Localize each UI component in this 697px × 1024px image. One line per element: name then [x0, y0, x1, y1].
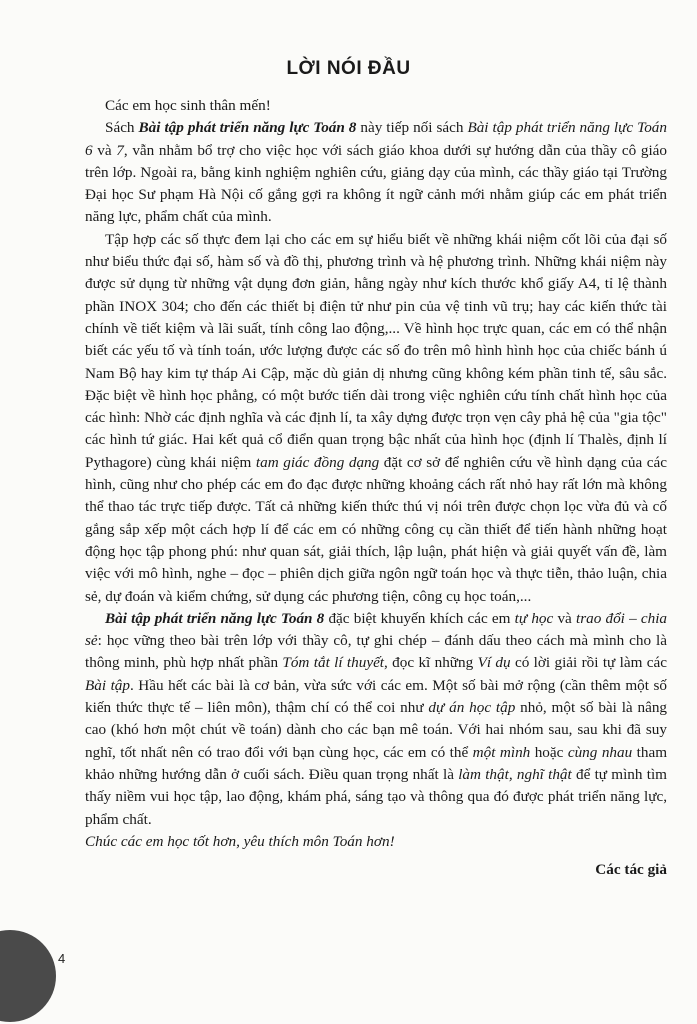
paragraph-3: [85, 608, 667, 831]
p3-italic-8: cùng nhau: [567, 743, 633, 761]
greeting-paragraph: [85, 95, 667, 117]
p3-italic-5: Bài tập: [85, 676, 130, 694]
p3-text-9: tham khảo những hướng dẫn ở cuối sách. Điều quan trọng nhất là: [85, 743, 668, 783]
p3-text-1: đặc biệt khuyến khích các em: [324, 609, 515, 627]
p3-italic-7: một mình: [472, 743, 531, 761]
p3-italic-9: làm thật, nghĩ thật: [458, 765, 572, 783]
p3-text-7: nhỏ, một số bài là nâng cao (khó hơn một chút về toán) dành cho các bạn mê toán. Với hai nhóm sau, sau khi đã suy nghĩ, tốt nhất nên có trao đổi với bạn cùng học, các em có thể: [85, 699, 668, 761]
p3-italic-4: Ví dụ: [477, 654, 511, 672]
greeting-text: Các em học sinh thân mến!: [105, 97, 271, 114]
book-title-emphasis: Bài tập phát triển năng lực Toán 8: [138, 119, 357, 137]
corner-circle-icon: [0, 928, 56, 1024]
p3-text-4: , đọc kĩ những: [384, 654, 478, 672]
paragraph-2: [85, 229, 667, 608]
p3-italic-3: Tóm tắt lí thuyết: [282, 654, 385, 672]
p1-text-3: và: [92, 141, 117, 159]
p3-text-5: có lời giải rồi tự làm các: [510, 654, 667, 672]
preface-body: [85, 95, 667, 881]
p3-italic-2: trao đổi – chia sẻ: [85, 609, 668, 650]
p3-text-6: . Hầu hết các bài là cơ bản, vừa sức với các em. Một số bài mở rộng (cần thêm một số kiến thức thực tế – liên môn), thậm chí có thể coi như: [85, 676, 667, 717]
p2-text-2: đặt cơ sở để nghiên cứu về hình dạng của các hình, cũng như cho phép các em đo đạc được những khoảng cách rất nhỏ hay rất lớn mà không thể thao tác trực tiếp được. Tất cả những kiến thức thú vị nói trên được chọn lọc vừa đủ và cố gắng sắp xếp một cách hợp lí để các em có những công cụ cần thiết để tiến hành những hoạt động học tập phong phú: như quan sát, giải thích, lập luận, phát hiện và giải quyết vấn đề, làm việc với mô hình, nghe – đọc – phiên dịch giữa ngôn ngữ toán học và thực tiễn, thảo luận, chia sẻ, dự đoán và kiểm chứng, sử dụng các phương tiện, công cụ học toán,...: [85, 453, 667, 605]
p2-italic-1: tam giác đồng dạng: [255, 453, 380, 471]
p1-text-1: Sách: [105, 119, 139, 137]
page-corner-decoration: [0, 928, 56, 1024]
closing-wish: [85, 831, 667, 853]
page-title: LỜI NÓI ĐẦU: [286, 58, 411, 79]
p3-text-2: và: [553, 609, 576, 627]
paragraph-1: [85, 117, 667, 228]
page-number: 4: [58, 951, 66, 966]
p1-italic-1: Bài tập phát triển năng lực Toán 6: [85, 119, 667, 159]
p3-book-title: Bài tập phát triển năng lực Toán 8: [105, 609, 325, 627]
p3-italic-1: tự học: [514, 609, 554, 627]
p3-text-3: : học vững theo bài trên lớp với thầy cô, tự ghi chép – đánh dấu theo cách mà mình cho là thông minh, phù hợp nhất phần: [85, 632, 667, 672]
p3-text-8: hoặc: [530, 743, 568, 761]
p2-text-1: Tập hợp các số thực đem lại cho các em sự hiểu biết về những khái niệm cốt lõi của đại số như biểu thức đại số, hàm số và đồ thị, phương trình và hệ phương trình. Những khái niệm này được sử dụng từ những vật dụng đơn giản, hằng ngày như kích thước khổ giấy A4, tỉ lệ thành phần INOX 304; cho đến các thiết bị điện tử như pin của vệ tinh vũ trụ; hay các kiến thức tài chính về tiết kiệm và lãi suất, tính công lao động,... Về hình học trực quan, các em có thể nhận biết các yếu tố và tính toán, ước lượng được các số đo trên mô hình hình học của chiếc bánh ú Nam Bộ hay kim tự tháp Ai Cập, mặc dù giản dị nhưng cũng không kém phần tinh tế, sâu sắc. Đặc biệt về hình học phẳng, có một bước tiến dài trong việc nghiên cứu tính chất hình học của các hình: Nhờ các định nghĩa và các định lí, ta xây dựng được trọn vẹn cây phả hệ của "gia tộc" các hình tứ giác. Hai kết quả cổ điển quan trọng bậc nhất của hình học (định lí Thalès, định lí Pythagore) cùng khái niệm: [85, 230, 667, 471]
signature: Các tác giả: [595, 861, 667, 879]
p1-text-2: này tiếp nối sách: [356, 119, 468, 137]
p3-text-10: để tự mình tìm thấy niềm vui học tập, lao động, khám phá, sáng tạo và thông qua đó được phát triển năng lực, phẩm chất.: [85, 765, 667, 828]
closing-text: Chúc các em học tốt hơn, yêu thích môn Toán hơn!: [85, 832, 395, 850]
p3-italic-6: dự án học tập: [428, 699, 516, 717]
p1-italic-2: 7: [116, 141, 124, 159]
p1-text-4: , vẫn nhằm bổ trợ cho việc học với sách giáo khoa dưới sự hướng dẫn của thầy cô giáo trên lớp. Ngoài ra, bằng kinh nghiệm nghiên cứu, giảng dạy của mình, các thầy giáo tại Trường Đại học Sư phạm Hà Nội cố gắng gợi ra không ít ngữ cảnh mới nhằm giúp các em phát triển năng lực, phẩm chất của mình.: [85, 141, 667, 226]
